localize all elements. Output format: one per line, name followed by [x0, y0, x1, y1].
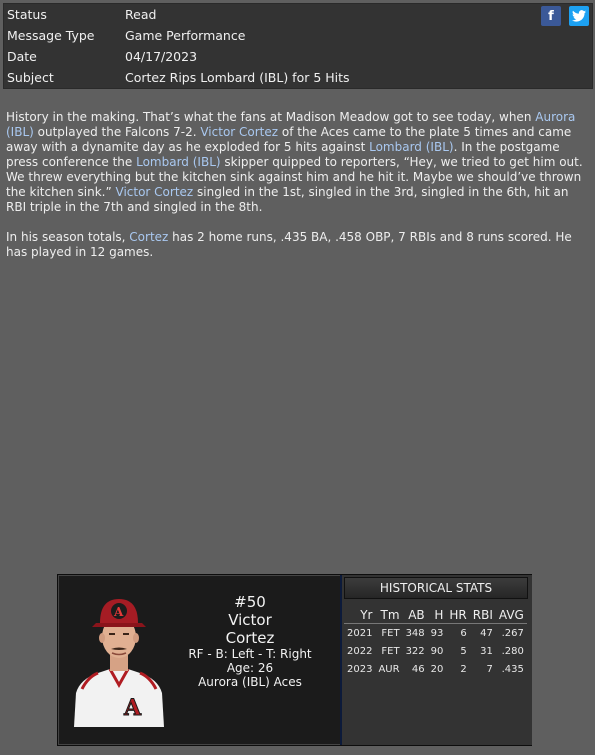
article-text: History in the making. That’s what the fans at Madison Meadow got to see today, when: [6, 110, 536, 124]
social-share: [541, 6, 589, 26]
historical-stats-table: [344, 607, 527, 678]
stats-cell: .267: [501, 627, 524, 639]
stats-header-cell: H: [434, 608, 444, 622]
stats-cell: 93: [430, 627, 444, 639]
stats-header-cell: AVG: [498, 608, 524, 622]
player-last-name[interactable]: Cortez: [225, 629, 275, 647]
stats-cell: 20: [430, 663, 444, 675]
message-header: [3, 3, 593, 89]
stats-cell: 5: [460, 645, 467, 657]
facebook-share-button[interactable]: [541, 6, 561, 26]
stats-header-cell: HR: [449, 608, 467, 622]
stats-row: [344, 660, 527, 678]
article-text: . In the postgame press conference the: [6, 140, 560, 169]
stats-cell: AUR: [378, 663, 400, 675]
stats-header-cell: AB: [408, 608, 425, 622]
meta-key: Date: [7, 49, 37, 64]
stats-row: [344, 642, 527, 660]
stats-cell: 322: [405, 645, 425, 657]
meta-value: 04/17/2023: [125, 49, 198, 64]
stats-cell: FET: [381, 645, 400, 657]
article-link[interactable]: Aurora (IBL): [6, 110, 576, 139]
historical-stats-panel: [340, 575, 532, 745]
stats-cell: .280: [501, 645, 524, 657]
news-article: [6, 110, 586, 275]
meta-value: Read: [125, 7, 157, 22]
stats-cell: FET: [381, 627, 400, 639]
meta-row: [4, 4, 592, 25]
stats-cell: 2022: [347, 645, 373, 657]
stats-cell: 31: [480, 645, 493, 657]
stats-cell: 2023: [347, 663, 373, 675]
facebook-icon: f: [548, 8, 554, 24]
article-paragraph-1: [6, 110, 586, 215]
article-text: singled in the 1st, singled in the 3rd, singled in the 6th, hit an RBI triple in the 7th and singled in the 8th.: [6, 185, 569, 214]
player-first-name[interactable]: Victor: [228, 611, 272, 629]
player-info: [176, 593, 324, 689]
stats-cell: 2021: [347, 627, 373, 639]
meta-row: [4, 46, 592, 67]
player-number: #50: [234, 593, 266, 611]
meta-key: Subject: [7, 70, 54, 85]
svg-text:A: A: [114, 605, 124, 619]
svg-text:A: A: [124, 695, 142, 721]
meta-key: Message Type: [7, 28, 95, 43]
article-text: In his season totals,: [6, 230, 130, 244]
stats-cell: 7: [486, 663, 493, 675]
stats-cell: .435: [501, 663, 524, 675]
meta-value: Game Performance: [125, 28, 246, 43]
article-link[interactable]: Lombard (IBL): [136, 155, 221, 169]
player-team[interactable]: Aurora (IBL) Aces: [198, 675, 302, 689]
article-text: of the Aces came to the plate 5 times and came away with a dynamite day as he exploded for 5 hits against: [6, 125, 572, 154]
stats-cell: 47: [480, 627, 493, 639]
article-text: skipper quipped to reporters, “Hey, we tried to get him out. We threw everything but the kitchen sink against him and he hit it. Maybe we should’ve thrown the kitchen sink.”: [6, 155, 583, 199]
twitter-bird-icon: [572, 10, 586, 22]
twitter-share-button[interactable]: [569, 6, 589, 26]
stats-cell: 46: [411, 663, 425, 675]
player-photo[interactable]: [72, 593, 166, 727]
player-bio: RF - B: Left - T: Right: [188, 647, 312, 661]
article-text: has 2 home runs, .435 BA, .458 OBP, 7 RBIs and 8 runs scored. He has played in 12 games.: [6, 230, 572, 259]
article-link[interactable]: Victor Cortez: [115, 185, 194, 199]
stats-row: [344, 624, 527, 643]
article-link[interactable]: Victor Cortez: [200, 125, 279, 139]
stats-header-cell: RBI: [472, 608, 493, 622]
stats-cell: 6: [460, 627, 467, 639]
stats-cell: 348: [405, 627, 425, 639]
player-card: [57, 574, 532, 746]
article-link[interactable]: Cortez: [129, 230, 169, 244]
meta-key: Status: [7, 7, 47, 22]
stats-header-cell: Tm: [380, 608, 400, 622]
stats-header-cell: Yr: [360, 608, 373, 622]
stats-cell: 2: [460, 663, 467, 675]
meta-row: [4, 67, 592, 88]
player-age: Age: 26: [226, 661, 274, 675]
historical-stats-title: HISTORICAL STATS: [344, 577, 528, 599]
article-paragraph-2: [6, 230, 586, 260]
meta-value: Cortez Rips Lombard (IBL) for 5 Hits: [125, 70, 350, 85]
meta-row: [4, 25, 592, 46]
stats-cell: 90: [430, 645, 444, 657]
article-text: outplayed the Falcons 7-2.: [33, 125, 201, 139]
article-link[interactable]: Lombard (IBL): [369, 140, 454, 154]
